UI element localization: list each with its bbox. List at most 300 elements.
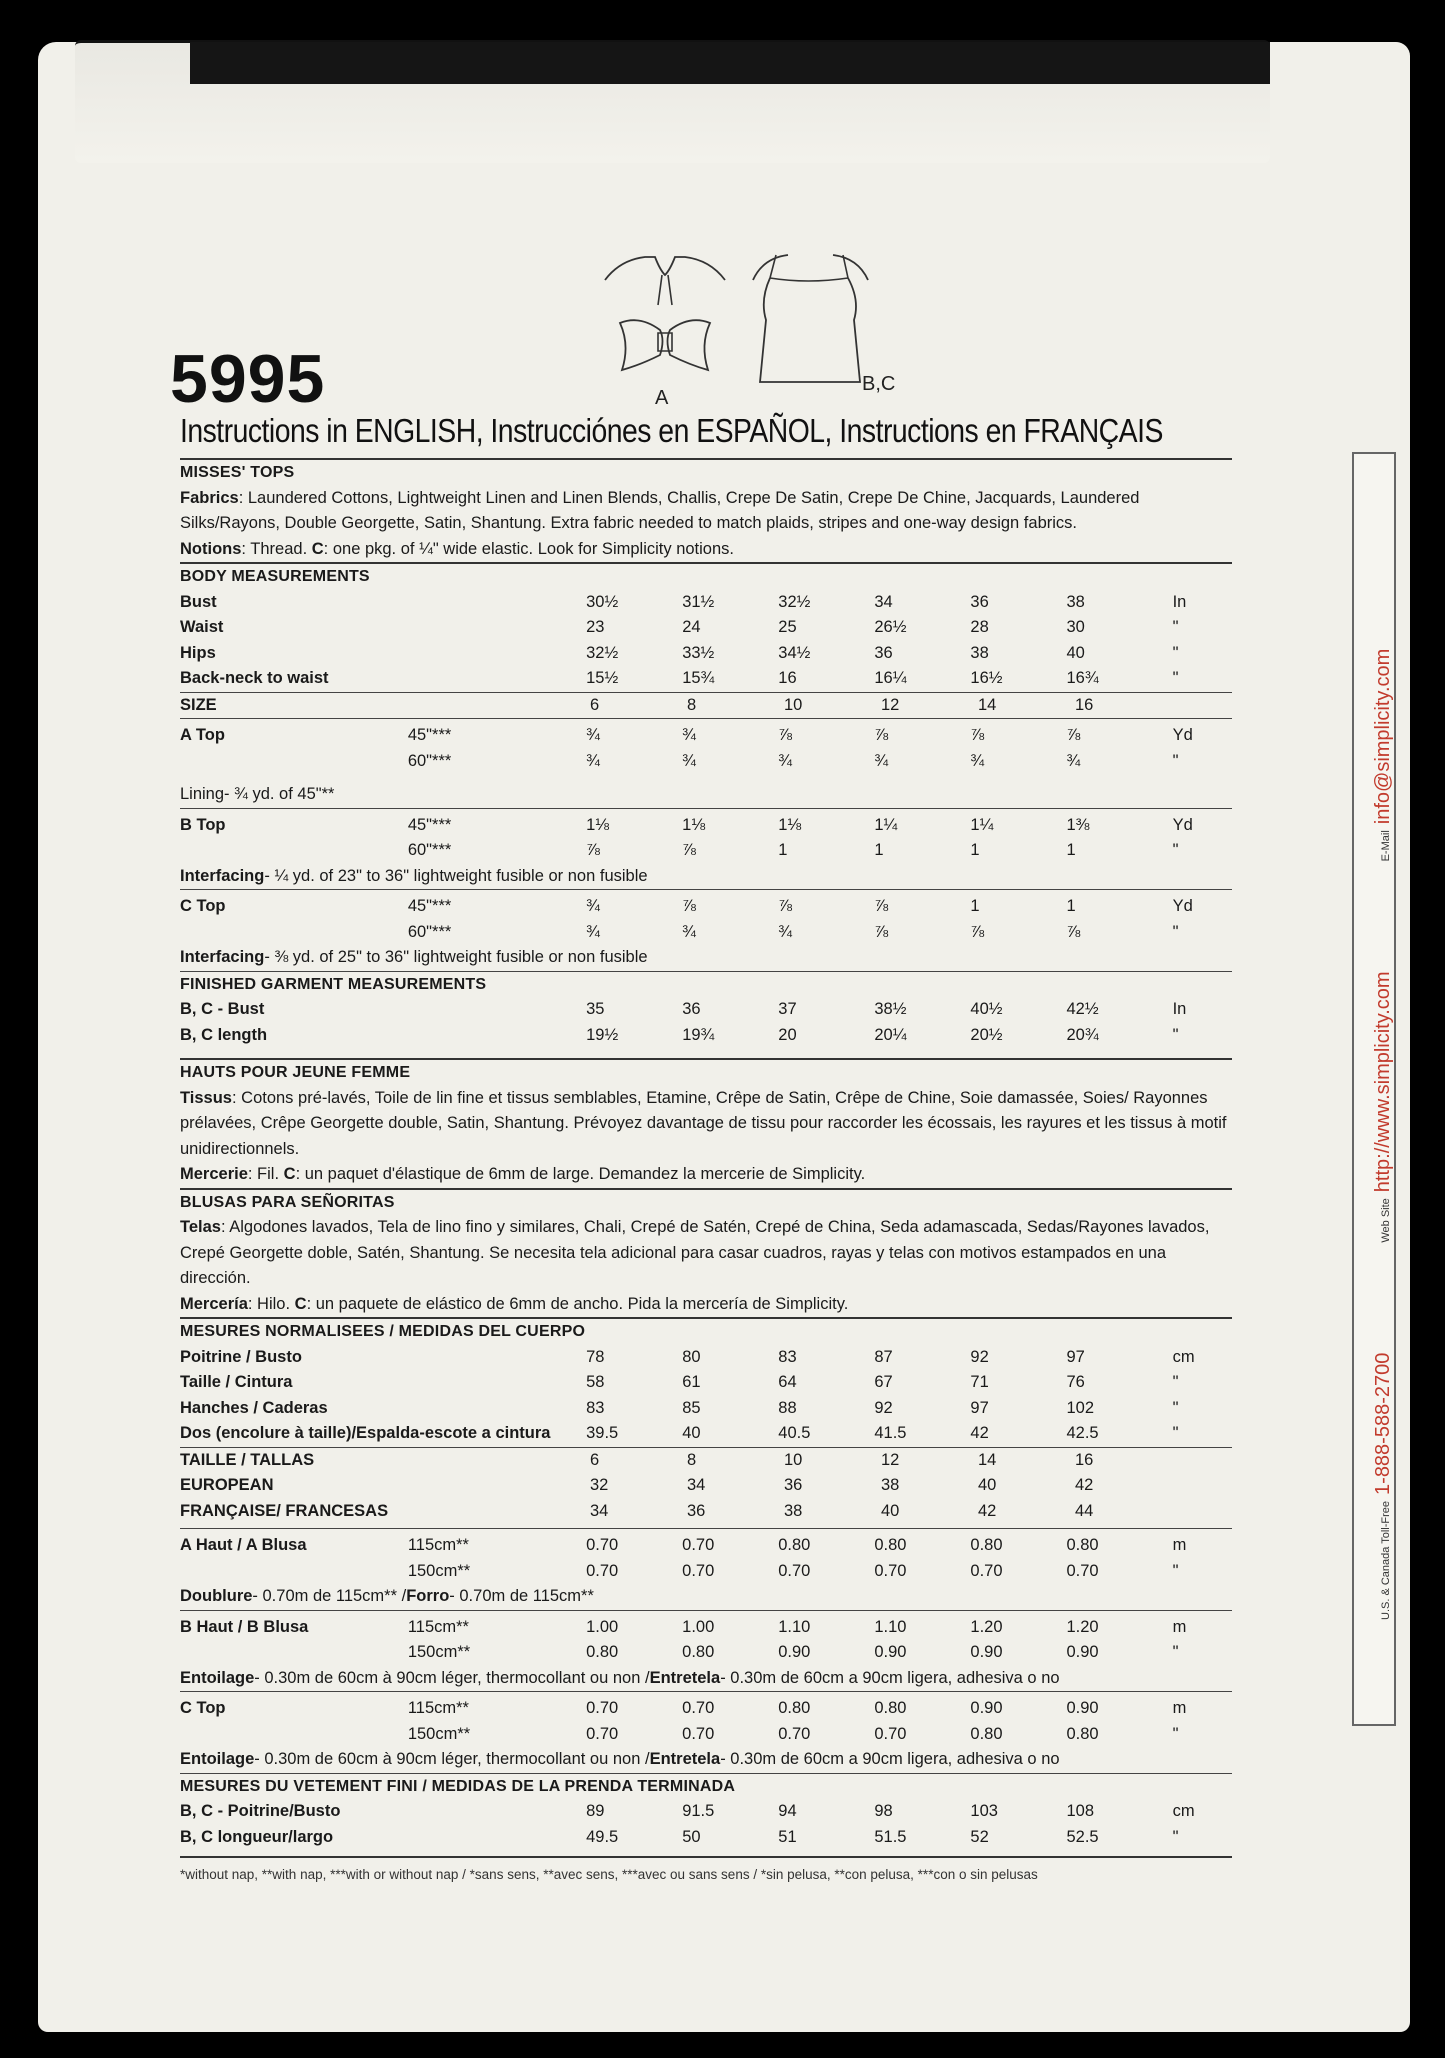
unit: cm <box>1172 1347 1195 1366</box>
table-row <box>180 1799 1232 1825</box>
body-measurements-title: BODY MEASUREMENTS <box>180 568 370 585</box>
table-row <box>180 1345 1232 1371</box>
cell: 1⅛ <box>778 815 802 834</box>
cell: ⅞ <box>586 841 600 859</box>
cell: 0.90 <box>1066 1699 1099 1717</box>
cell: 0.80 <box>874 1699 907 1717</box>
cell: ⅞ <box>874 897 889 915</box>
cell: ¾ <box>586 726 600 744</box>
cell: 0.70 <box>970 1561 1003 1580</box>
cell: 1.00 <box>586 1617 619 1636</box>
fabric-width: 60"*** <box>407 841 452 859</box>
cell: 36 <box>784 1476 803 1494</box>
table-row <box>180 719 1232 749</box>
cell: 20¾ <box>1066 1025 1099 1044</box>
notions-text: : Fil. <box>247 1165 284 1183</box>
cell: 103 <box>970 1802 998 1820</box>
table-row <box>180 997 1232 1023</box>
cell: 1⅛ <box>682 815 706 834</box>
note-es-label: Entretela <box>649 1668 721 1687</box>
table-row <box>180 1529 1232 1559</box>
fabrics-text: : Laundered Cottons, Lightweight Linen and Linen Blends, Challis, Crepe De Satin, Crepe De Chine, Jacquards, Laundered Silks/Rayons, Double Georgette, Satin, Shantung. Extra fabric needed to match plaids, stripes and one-way design fabrics. <box>180 488 1140 532</box>
pattern-info <box>180 458 1232 1888</box>
cell: 98 <box>874 1802 893 1820</box>
cell: 1.20 <box>1066 1617 1099 1636</box>
cell: 0.80 <box>1066 1724 1099 1743</box>
cell: 1 <box>874 841 884 859</box>
cell: 42 <box>970 1424 989 1442</box>
cell: 25 <box>778 618 797 636</box>
cell: 1 <box>970 897 980 915</box>
cell: ⅞ <box>778 897 793 915</box>
cell: 0.70 <box>682 1561 715 1580</box>
unit: " <box>1172 841 1179 859</box>
cell: ⅞ <box>682 897 696 915</box>
instructions-languages: Instructions in ENGLISH, Instrucciónes en ESPAÑOL, Instructions en FRANÇAIS <box>180 412 1163 449</box>
cell: 38 <box>784 1501 803 1520</box>
notions-view-c: C <box>311 539 324 558</box>
cell: 61 <box>682 1373 701 1391</box>
cell: 36 <box>970 592 989 611</box>
cell: 1 <box>1066 897 1076 915</box>
cell: 0.90 <box>778 1643 811 1661</box>
cell: 28 <box>970 618 989 636</box>
interfacing-text: - ¼ yd. of 23" to 36" lightweight fusible or non fusible <box>264 866 648 885</box>
interfacing-text: - ⅜ yd. of 25" to 36" lightweight fusible or non fusible <box>264 948 648 966</box>
fabrics-label: Tissus <box>180 1088 232 1107</box>
cell: 42 <box>1075 1476 1094 1494</box>
row-label: Waist <box>180 618 224 636</box>
note-fr-label: Doublure <box>180 1587 253 1605</box>
cell: 92 <box>874 1398 893 1417</box>
table-row <box>180 1559 1232 1585</box>
cell: ⅞ <box>874 922 889 941</box>
notions-label: Mercería <box>180 1294 248 1313</box>
unit: m <box>1172 1617 1187 1636</box>
cell: 1 <box>778 841 788 859</box>
unit: " <box>1172 1398 1179 1417</box>
cell: 92 <box>970 1347 989 1366</box>
table-row <box>180 1448 1232 1474</box>
cell: 0.80 <box>970 1724 1003 1743</box>
cell: ¾ <box>586 751 600 770</box>
row-label: B, C - Poitrine/Busto <box>180 1802 341 1820</box>
cell: 1.20 <box>970 1617 1003 1636</box>
cell: 10 <box>784 695 803 714</box>
fabric-width: 150cm** <box>407 1561 471 1580</box>
cell: 15¾ <box>682 669 715 687</box>
cell: 0.70 <box>874 1561 907 1580</box>
cell: 16 <box>1075 1450 1094 1469</box>
fabric-width: 45"*** <box>407 897 452 915</box>
spanish-fabrics <box>180 1215 1232 1292</box>
unit: m <box>1172 1536 1187 1554</box>
cell: 6 <box>590 695 600 714</box>
cell: 19½ <box>586 1025 619 1044</box>
cell: 36 <box>687 1501 706 1520</box>
cell: 32½ <box>586 643 619 662</box>
cell: ¾ <box>682 751 696 770</box>
table-row <box>180 1499 1232 1525</box>
cell: ⅞ <box>682 841 696 859</box>
cell: 51.5 <box>874 1827 907 1846</box>
unit: Yd <box>1172 897 1193 915</box>
view-label: B Top <box>180 815 226 834</box>
cell: 0.70 <box>586 1536 619 1554</box>
cell: 0.90 <box>970 1643 1003 1661</box>
cell: 44 <box>1075 1501 1094 1520</box>
cell: 88 <box>778 1398 797 1417</box>
row-label: B, C length <box>180 1025 268 1044</box>
cell: 33½ <box>682 643 715 662</box>
cell: 0.70 <box>682 1536 715 1554</box>
interfacing-note <box>180 864 1232 890</box>
fabric-width: 150cm** <box>407 1724 471 1743</box>
english-title: MISSES' TOPS <box>180 464 295 481</box>
cell: 0.70 <box>586 1699 619 1717</box>
unit: " <box>1172 1827 1179 1846</box>
unit: " <box>1172 1643 1179 1661</box>
view-label: C Top <box>180 897 226 915</box>
cell: 0.70 <box>682 1724 715 1743</box>
row-label: Poitrine / Busto <box>180 1347 302 1366</box>
cell: 0.70 <box>778 1561 811 1580</box>
cell: 89 <box>586 1802 605 1820</box>
website-link[interactable]: http://www.simplicity.com <box>1372 971 1394 1193</box>
unit: In <box>1172 592 1187 611</box>
unit: " <box>1172 1424 1179 1442</box>
fabrics-label: Fabrics <box>180 488 239 507</box>
table-row <box>180 920 1232 946</box>
interfacing-label: Interfacing <box>180 948 265 966</box>
table-row <box>180 809 1232 839</box>
cell: 0.80 <box>778 1536 811 1554</box>
cell: 12 <box>881 695 900 714</box>
cell: 97 <box>970 1398 989 1417</box>
cell: 1¼ <box>970 815 994 834</box>
lining-note: Lining- ¾ yd. of 45"** <box>180 785 335 803</box>
cell: 16¾ <box>1066 669 1099 687</box>
cell: 42 <box>978 1501 997 1520</box>
cell: 0.80 <box>874 1536 907 1554</box>
english-notions <box>180 537 1232 563</box>
cell: 15½ <box>586 669 619 687</box>
view-a-label: A <box>655 387 669 409</box>
fabric-width: 150cm** <box>407 1643 471 1661</box>
cell: 64 <box>778 1373 797 1391</box>
cell: 0.80 <box>970 1536 1003 1554</box>
cell: 30 <box>1066 618 1085 636</box>
cell: ⅞ <box>1066 726 1081 744</box>
view-label: C Top <box>180 1699 226 1717</box>
cell: ⅞ <box>1066 922 1081 941</box>
cell: 1.10 <box>874 1617 907 1636</box>
row-label: Dos (encolure à taille)/Espalda-escote a cintura <box>180 1424 551 1442</box>
note-es-label: Forro <box>406 1587 450 1605</box>
cell: 67 <box>874 1373 893 1391</box>
interfacing-note <box>180 1747 1232 1773</box>
table-row <box>180 1370 1232 1396</box>
view-a-sketch <box>600 245 730 380</box>
cell: 1 <box>970 841 980 859</box>
cell: 0.80 <box>586 1643 619 1661</box>
cell: 71 <box>970 1373 989 1391</box>
nap-footnote: *without nap, **with nap, ***with or without nap / *sans sens, **avec sens, ***avec ou sans sens / *sin pelusa, **con pelusa, ***con o sin pelusas <box>180 1867 1038 1882</box>
cell: 83 <box>586 1398 605 1417</box>
view-label: A Top <box>180 726 225 744</box>
cell: 108 <box>1066 1802 1095 1820</box>
finished-title: FINISHED GARMENT MEASUREMENTS <box>180 975 487 993</box>
cell: ⅞ <box>874 726 889 744</box>
cell: 1.10 <box>778 1617 811 1636</box>
cell: 52.5 <box>1066 1827 1099 1846</box>
row-label: Bust <box>180 592 217 611</box>
english-fabrics <box>180 486 1232 537</box>
cell: 14 <box>978 1450 997 1469</box>
cell: 1¼ <box>874 815 898 834</box>
cell: 83 <box>778 1347 797 1366</box>
unit: " <box>1172 1025 1179 1044</box>
size-label: SIZE <box>180 695 217 714</box>
table-row <box>180 749 1232 775</box>
cell: 16 <box>778 669 797 687</box>
cell: 97 <box>1066 1347 1085 1366</box>
cell: 50 <box>682 1827 701 1846</box>
cell: 91.5 <box>682 1802 715 1820</box>
cell: 76 <box>1066 1373 1085 1391</box>
cell: ¾ <box>586 922 600 941</box>
unit: " <box>1172 1724 1179 1743</box>
notions-text-rest: : one pkg. of ¼" wide elastic. Look for Simplicity notions. <box>323 539 734 558</box>
note-es-text: - 0.30m de 60cm a 90cm ligera, adhesiva o no <box>720 1750 1060 1768</box>
french-notions <box>180 1162 1232 1188</box>
cell: 0.70 <box>682 1699 715 1717</box>
cell: 1⅜ <box>1066 815 1090 834</box>
cell: ⅞ <box>778 726 793 744</box>
size-row <box>180 693 1232 719</box>
unit: cm <box>1172 1802 1195 1820</box>
view-bc-label: B,C <box>862 373 896 395</box>
cell: 0.70 <box>778 1724 811 1743</box>
metric-title: MESURES NORMALISEES / MEDIDAS DEL CUERPO <box>180 1323 586 1340</box>
unit: " <box>1172 1373 1179 1391</box>
unit: " <box>1172 751 1179 770</box>
fabric-width: 60"*** <box>407 751 452 770</box>
cell: 20 <box>778 1025 797 1044</box>
table-row <box>180 1396 1232 1422</box>
cell: ¾ <box>778 751 793 770</box>
interfacing-label: Interfacing <box>180 866 265 885</box>
table-row <box>180 641 1232 667</box>
cell: 1 <box>1066 841 1076 859</box>
cell: 36 <box>682 1000 701 1018</box>
cell: 0.90 <box>1066 1643 1099 1661</box>
cell: 42½ <box>1066 1000 1099 1018</box>
fabric-width: 115cm** <box>407 1699 469 1717</box>
row-label: FRANÇAISE/ FRANCESAS <box>180 1501 389 1520</box>
cell: ⅞ <box>970 726 985 744</box>
cell: 0.90 <box>970 1699 1003 1717</box>
unit: " <box>1172 669 1179 687</box>
cell: 23 <box>586 618 605 636</box>
spanish-notions <box>180 1292 1232 1318</box>
phone-number[interactable]: 1-888-588-2700 <box>1372 1352 1394 1495</box>
cell: 52 <box>970 1827 989 1846</box>
row-label: Hips <box>180 643 216 662</box>
divider <box>180 1856 1232 1858</box>
cell: 0.70 <box>874 1724 907 1743</box>
cell: ¾ <box>778 922 793 941</box>
flap-dark-edge <box>190 42 1270 84</box>
cell: 0.70 <box>586 1724 619 1743</box>
note-fr-label: Entoilage <box>180 1750 255 1768</box>
cell: 58 <box>586 1373 605 1391</box>
cell: 40½ <box>970 1000 1003 1018</box>
cell: 34 <box>687 1476 706 1494</box>
fabrics-label: Telas <box>180 1218 221 1236</box>
fabric-width: 115cm** <box>407 1536 469 1554</box>
row-label: Hanches / Caderas <box>180 1398 328 1417</box>
cell: 24 <box>682 618 701 636</box>
cell: 40.5 <box>778 1424 811 1442</box>
note-fr-label: Entoilage <box>180 1668 255 1687</box>
note-fr-text: - 0.30m de 60cm à 90cm léger, thermocollant ou non / <box>254 1668 650 1687</box>
cell: 34 <box>590 1501 609 1520</box>
contact-sidebar-text <box>1372 649 1395 1620</box>
table-row <box>180 1473 1232 1499</box>
cell: 42.5 <box>1066 1424 1099 1442</box>
fabric-width: 45"*** <box>407 726 452 744</box>
website-label: Web Site <box>1380 1198 1392 1243</box>
table-row <box>180 1640 1232 1666</box>
table-row <box>180 1722 1232 1748</box>
cell: 16¼ <box>874 669 907 687</box>
notions-text: : Thread. <box>241 539 312 558</box>
cell: 94 <box>778 1802 797 1820</box>
phone-label: U.S. & Canada Toll-Free <box>1380 1500 1392 1620</box>
unit: m <box>1172 1699 1187 1717</box>
interfacing-note <box>180 1666 1232 1692</box>
fabrics-text: : Cotons pré-lavés, Toile de lin fine et tissus semblables, Etamine, Crêpe de Satin, Crêpe de Chine, Soie damassée, Soies/ Rayonnes prélavées, Crêpe Georgette double, Satin, Shantung. Prévoyez davantage de tissu pour raccorder les écossais, les rayures et les tissus à motif unidirectionnels. <box>180 1088 1227 1158</box>
cell: 32 <box>590 1476 609 1494</box>
view-label: B Haut / B Blusa <box>180 1617 309 1636</box>
row-label: EUROPEAN <box>180 1476 274 1494</box>
cell: 37 <box>778 1000 797 1018</box>
notions-text-rest: : un paquete de elástico de 6mm de ancho. Pida la mercería de Simplicity. <box>306 1294 849 1313</box>
cell: 40 <box>881 1501 900 1520</box>
notions-text-rest: : un paquet d'élastique de 6mm de large. Demandez la mercerie de Simplicity. <box>295 1165 866 1183</box>
cell: 8 <box>687 1450 697 1469</box>
cell: 8 <box>687 695 697 714</box>
cell: 38 <box>1066 592 1085 611</box>
cell: ⅞ <box>970 922 985 941</box>
table-row <box>180 1825 1232 1851</box>
cell: 80 <box>682 1347 701 1366</box>
cell: 12 <box>881 1450 900 1469</box>
table-row <box>180 590 1232 616</box>
fabrics-text: : Algodones lavados, Tela de lino fino y similares, Chali, Crepé de Satén, Crepé de China, Seda adamascada, Sedas/Rayones lavados, Crepé Georgette doble, Satén, Shantung. Se necesita tela adicional para casar cuadros, rayas y telas con motivos estampados en una dirección. <box>180 1218 1210 1287</box>
cell: 30½ <box>586 592 619 611</box>
view-label: A Haut / A Blusa <box>180 1536 307 1554</box>
cell: 40 <box>682 1424 701 1442</box>
cell: 0.80 <box>778 1699 811 1717</box>
cell: 10 <box>784 1450 803 1469</box>
table-row <box>180 890 1232 920</box>
email-link[interactable]: info@simplicity.com <box>1372 648 1394 825</box>
cell: 20¼ <box>874 1025 907 1044</box>
row-label: B, C - Bust <box>180 1000 265 1018</box>
table-row <box>180 838 1232 864</box>
cell: 85 <box>682 1398 701 1417</box>
row-label: B, C longueur/largo <box>180 1827 334 1846</box>
cell: 41.5 <box>874 1424 907 1442</box>
cell: ¾ <box>970 751 985 770</box>
row-label: Back-neck to waist <box>180 669 329 687</box>
fabric-width: 115cm** <box>407 1617 469 1636</box>
spanish-title: BLUSAS PARA SEÑORITAS <box>180 1193 395 1211</box>
note-fr-text: - 0.70m de 115cm** / <box>252 1587 407 1605</box>
pattern-number: 5995 <box>170 341 326 417</box>
table-row <box>180 1421 1232 1447</box>
unit: Yd <box>1172 726 1193 744</box>
notions-label: Mercerie <box>180 1165 248 1183</box>
note-es-text: - 0.30m de 60cm a 90cm ligera, adhesiva o no <box>720 1668 1060 1687</box>
cell: 36 <box>874 643 893 662</box>
note-es-text: - 0.70m de 115cm** <box>449 1587 594 1605</box>
cell: 19¾ <box>682 1025 715 1044</box>
cell: 78 <box>586 1347 605 1366</box>
cell: 6 <box>590 1450 600 1469</box>
cell: 38½ <box>874 1000 907 1018</box>
fabric-width: 60"*** <box>407 922 452 941</box>
cell: 0.70 <box>1066 1561 1099 1580</box>
unit: " <box>1172 922 1179 941</box>
unit: " <box>1172 643 1179 662</box>
cell: 1.00 <box>682 1617 715 1636</box>
note-es-label: Entretela <box>649 1750 721 1768</box>
cell: 49.5 <box>586 1827 619 1846</box>
cell: 40 <box>978 1476 997 1494</box>
cell: 39.5 <box>586 1424 619 1442</box>
row-label: Taille / Cintura <box>180 1373 293 1391</box>
cell: 40 <box>1066 643 1085 662</box>
table-row <box>180 1023 1232 1049</box>
unit: In <box>1172 1000 1187 1018</box>
cell: 31½ <box>682 592 715 611</box>
table-row <box>180 615 1232 641</box>
french-title: HAUTS POUR JEUNE FEMME <box>180 1064 411 1081</box>
cell: 0.80 <box>1066 1536 1099 1554</box>
cell: 32½ <box>778 592 811 611</box>
cell: 16½ <box>970 669 1003 687</box>
unit: Yd <box>1172 815 1193 834</box>
french-fabrics <box>180 1086 1232 1163</box>
interfacing-note <box>180 945 1232 971</box>
cell: 38 <box>881 1476 900 1494</box>
cell: 0.80 <box>682 1643 715 1661</box>
finished-metric-title: MESURES DU VETEMENT FINI / MEDIDAS DE LA PRENDA TERMINADA <box>180 1777 736 1795</box>
lining-note <box>180 1584 1232 1610</box>
cell: 34 <box>874 592 893 611</box>
cell: 20½ <box>970 1025 1003 1044</box>
cell: 51 <box>778 1827 797 1846</box>
table-row <box>180 1692 1232 1722</box>
cell: ¾ <box>682 726 696 744</box>
cell: 87 <box>874 1347 893 1366</box>
email-label: E-Mail <box>1380 830 1392 862</box>
table-row <box>180 1611 1232 1641</box>
cell: ¾ <box>586 897 600 915</box>
